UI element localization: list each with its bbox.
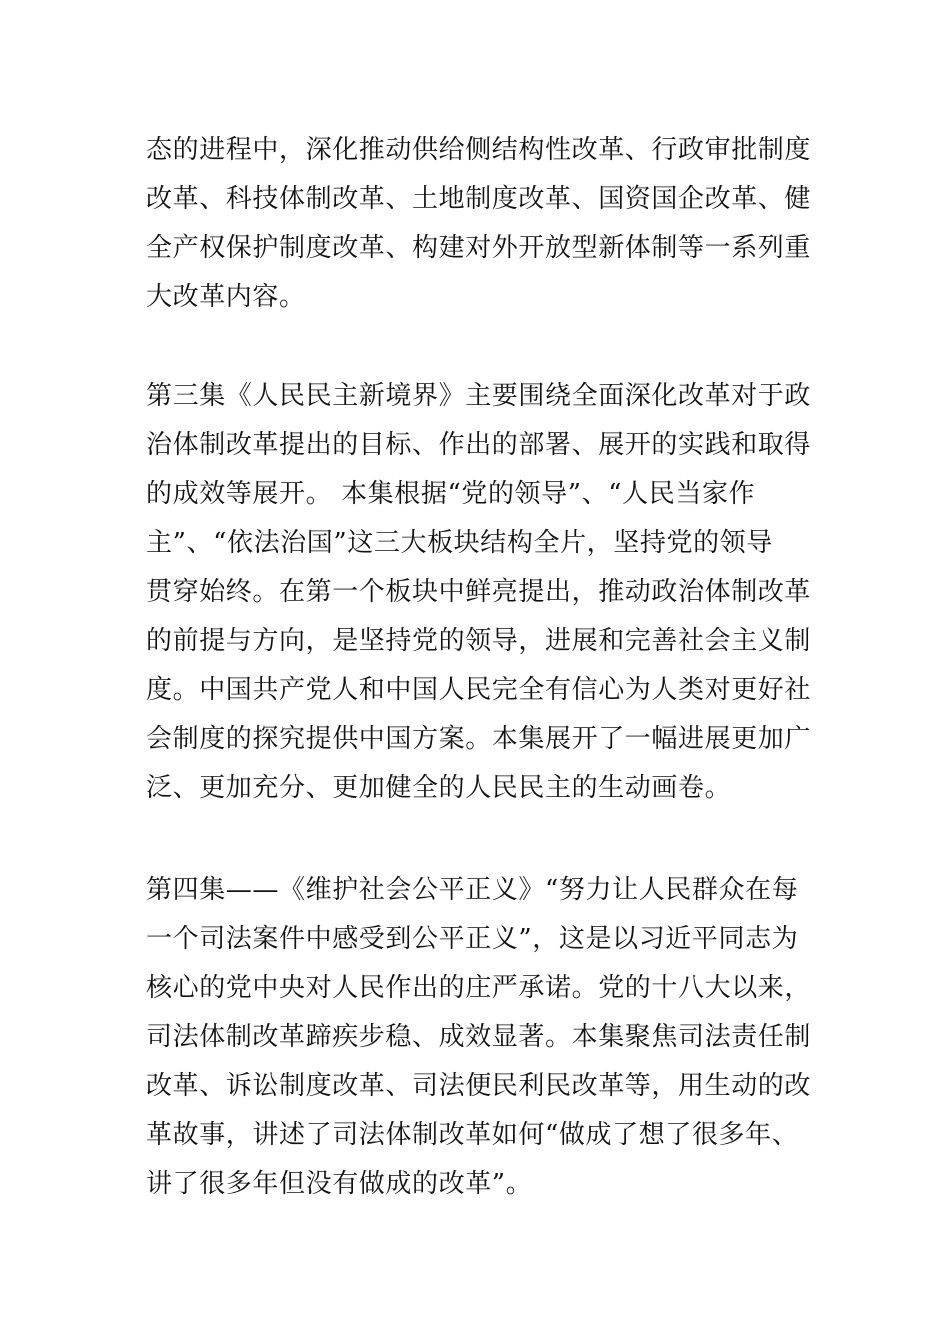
paragraph-reform-content: [146, 126, 816, 322]
text-line: 核心的党中央对人民作出的庄严承诺。党的十八大以来，: [146, 973, 812, 1003]
text-line: 态的进程中，深化推动供给侧结构性改革、行政审批制度: [146, 135, 812, 165]
text-line: 的成效等展开。 本集根据“党的领导”、“人民当家作: [146, 479, 756, 509]
text-line: 治体制改革提出的目标、作出的部署、展开的实践和取得: [146, 430, 812, 460]
text-line: 会制度的探究提供中国方案。本集展开了一幅进展更加广: [146, 724, 812, 754]
text-line: 讲了很多年但没有做成的改革”。: [146, 1169, 533, 1199]
paragraph-episode-three: [146, 372, 816, 813]
text-line: 的前提与方向，是坚持党的领导，进展和完善社会主义制: [146, 626, 812, 656]
text-line: 革故事，讲述了司法体制改革如何“做成了想了很多年、: [146, 1120, 799, 1150]
text-line: 一个司法案件中感受到公平正义”，这是以习近平同志为: [146, 924, 799, 954]
text-line: 主”、“依法治国”这三大板块结构全片，坚持党的领导: [146, 528, 773, 558]
text-line: 改革、科技体制改革、土地制度改革、国资国企改革、健: [146, 184, 812, 214]
text-line: 全产权保护制度改革、构建对外开放型新体制等一系列重: [146, 233, 812, 263]
text-line: 第四集——《维护社会公平正义》“努力让人民群众在每: [146, 875, 799, 905]
text-line: 大改革内容。: [146, 282, 306, 312]
text-line: 第三集《人民民主新境界》主要围绕全面深化改革对于政: [146, 381, 812, 411]
paragraph-episode-four: [146, 866, 816, 1209]
text-line: 改革、诉讼制度改革、司法便民利民改革等，用生动的改: [146, 1071, 812, 1101]
text-line: 度。中国共产党人和中国人民完全有信心为人类对更好社: [146, 675, 812, 705]
text-line: 司法体制改革蹄疾步稳、成效显著。本集聚焦司法责任制: [146, 1022, 812, 1052]
text-line: 泛、更加充分、更加健全的人民民主的生动画卷。: [146, 773, 732, 803]
text-line: 贯穿始终。在第一个板块中鲜亮提出，推动政治体制改革: [146, 577, 812, 607]
